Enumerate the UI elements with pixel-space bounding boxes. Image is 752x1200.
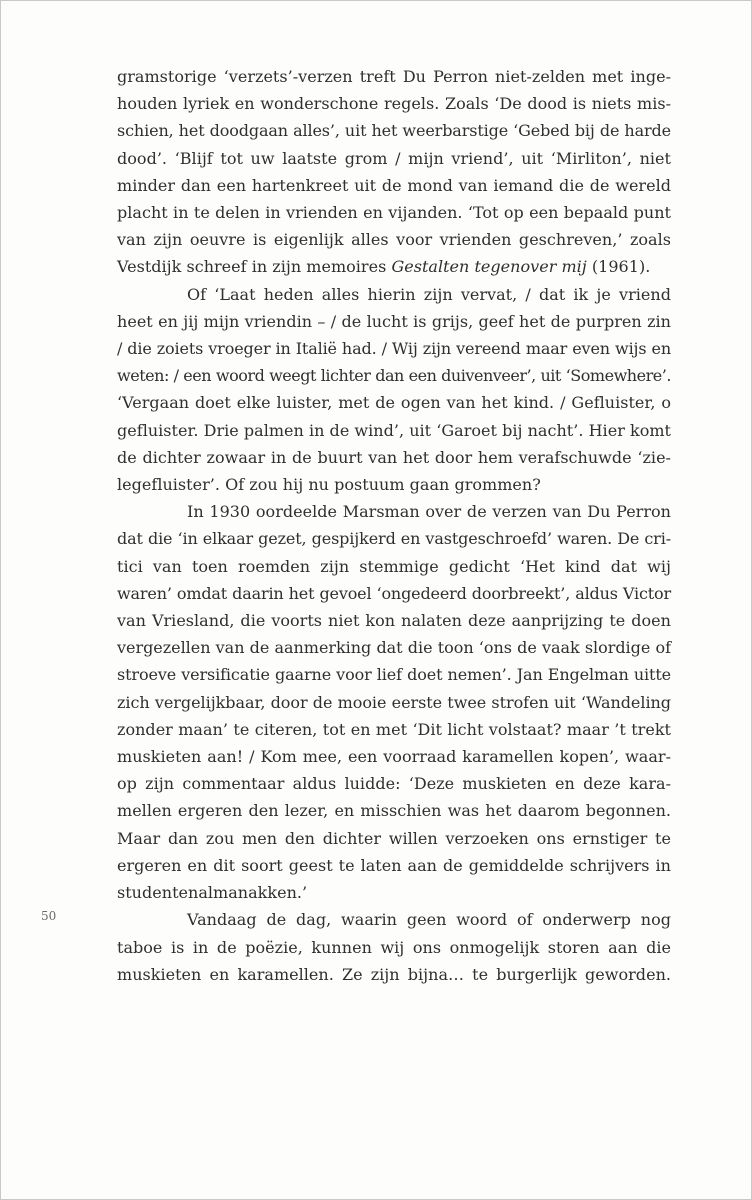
text-line: gefluister. Drie palmen in de wind’, uit ‘Garoet bij nacht’. Hier komt xyxy=(117,420,671,440)
paragraph-4 xyxy=(117,906,671,988)
text-line: waren’ omdat daarin het gevoel ‘ongedeerd doorbreekt’, aldus Victor xyxy=(117,583,671,603)
page-number: 50 xyxy=(41,909,57,923)
text-line: dood’. ‘Blijf tot uw laatste grom / mijn vriend’, uit ‘Mirliton’, niet xyxy=(117,148,671,168)
text-line: Maar dan zou men den dichter willen verzoeken ons ernstiger te xyxy=(117,828,671,848)
text-line: placht in te delen in vrienden en vijanden. ‘Tot op een bepaald punt xyxy=(117,203,671,223)
text-run: Vestdijk schreef in zijn memoires xyxy=(117,257,392,277)
text-line: muskieten aan! / Kom mee, een voorraad karamellen kopen’, waar- xyxy=(117,747,671,767)
paragraph-3 xyxy=(117,498,671,906)
text-line: / die zoiets vroeger in Italië had. / Wij zijn vereend maar even wijs en xyxy=(117,339,671,359)
text-line: schien, het doodgaan alles’, uit het weerbarstige ‘Gebed bij de harde xyxy=(117,121,671,141)
text-line: Vandaag de dag, waarin geen woord of onderwerp nog xyxy=(187,910,671,930)
text-line: taboe is in de poëzie, kunnen wij ons onmogelijk storen aan die xyxy=(117,937,671,957)
paragraph-1 xyxy=(117,63,671,281)
text-line: stroeve versificatie gaarne voor lief doet nemen’. Jan Engelman uitte xyxy=(117,665,671,685)
book-title-italic: Gestalten tegenover mij xyxy=(391,257,587,277)
text-line: de dichter zowaar in de buurt van het door hem verafschuwde ‘zie- xyxy=(117,447,671,467)
text-line: mellen ergeren den lezer, en misschien was het daarom begonnen. xyxy=(117,801,671,821)
text-run: (1961). xyxy=(586,257,651,277)
text-line: ergeren en dit soort geest te laten aan de gemiddelde schrijvers in xyxy=(117,855,671,875)
text-line: minder dan een hartenkreet uit de mond van iemand die de wereld xyxy=(117,175,671,195)
text-line: van zijn oeuvre is eigenlijk alles voor vrienden geschreven,’ zoals xyxy=(117,230,671,250)
text-line: studentenalmanakken.’ xyxy=(117,883,308,903)
paragraph-2 xyxy=(117,281,671,499)
text-line: houden lyriek en wonderschone regels. Zoals ‘De dood is niets mis- xyxy=(117,94,671,114)
text-line: op zijn commentaar aldus luidde: ‘Deze muskieten en deze kara- xyxy=(117,774,671,794)
text-line: weten: / een woord weegt lichter dan een duivenveer’, uit ‘Somewhere’. xyxy=(117,366,671,386)
text-line: tici van toen roemden zijn stemmige gedicht ‘Het kind dat wij xyxy=(117,556,671,576)
text-line: zonder maan’ te citeren, tot en met ‘Dit licht volstaat? maar ’t trekt xyxy=(117,719,671,739)
text-line: gramstorige ‘verzets’-verzen treft Du Perron niet-zelden met inge- xyxy=(117,67,671,86)
text-line: ‘Vergaan doet elke luister, met de ogen van het kind. / Gefluister, o xyxy=(117,393,671,413)
text-line: zich vergelijkbaar, door de mooie eerste twee strofen uit ‘Wandeling xyxy=(117,692,671,712)
text-line: legefluister’. Of zou hij nu postuum gaan grommen? xyxy=(117,475,541,495)
text-line: heet en jij mijn vriendin – / de lucht is grijs, geef het de purpren zin xyxy=(117,311,671,331)
text-line: Of ‘Laat heden alles hierin zijn vervat, / dat ik je vriend xyxy=(187,284,671,304)
text-line xyxy=(117,253,671,280)
text-line: muskieten en karamellen. Ze zijn bijna… te burgerlijk geworden. xyxy=(117,964,671,984)
text-line: van Vriesland, die voorts niet kon nalaten deze aanprijzing te doen xyxy=(117,611,671,631)
body-text xyxy=(117,63,671,988)
text-line: vergezellen van de aanmerking dat die toon ‘ons de vaak slordige of xyxy=(117,638,671,658)
text-line: In 1930 oordeelde Marsman over de verzen van Du Perron xyxy=(187,502,671,522)
text-line: dat die ‘in elkaar gezet, gespijkerd en vastgeschroefd’ waren. De cri- xyxy=(117,529,671,549)
